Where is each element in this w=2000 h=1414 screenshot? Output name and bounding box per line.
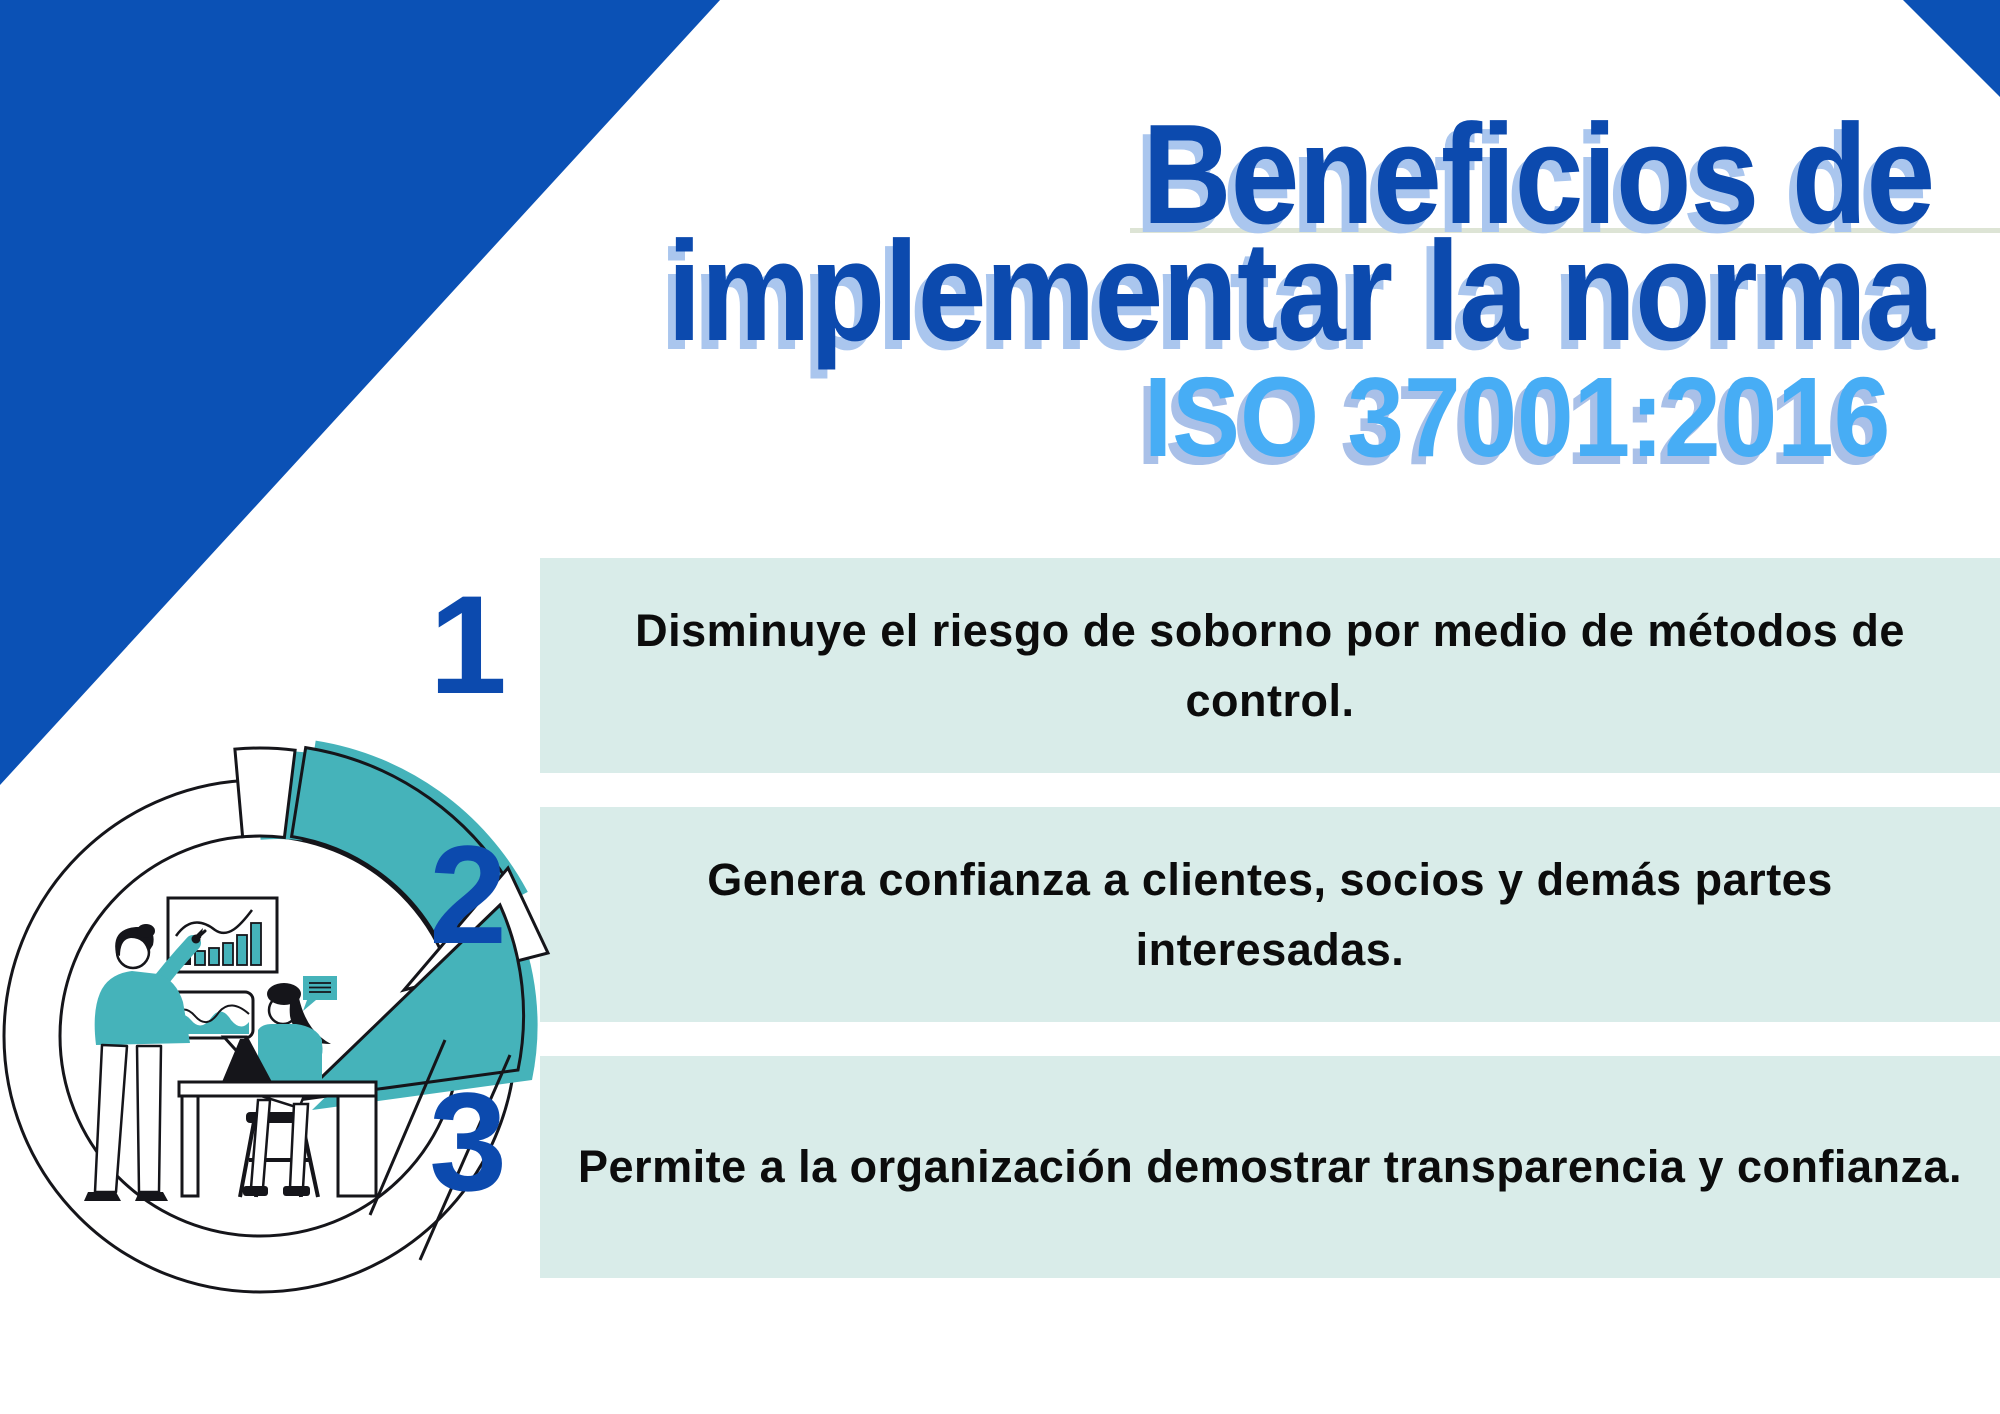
- benefit-text-2: Genera confianza a clientes, socios y demás partes interesadas.: [707, 853, 1833, 975]
- benefit-number-2: 2: [429, 816, 505, 973]
- benefit-card-2: [540, 807, 2000, 1022]
- corner-triangle-top-right: [1903, 0, 2000, 97]
- benefit-number-3: 3: [429, 1063, 505, 1220]
- benefit-number-1: 1: [429, 566, 505, 723]
- benefit-text-3: Permite a la organización demostrar transparencia y confianza.: [578, 1141, 1962, 1192]
- benefit-card-3: [540, 1056, 2000, 1278]
- chat-bubble-icon: [303, 976, 337, 1011]
- page-title-line-3: ISO 37001:2016: [1143, 354, 1890, 480]
- benefit-text-1: Disminuye el riesgo de soborno por medio de métodos de control.: [635, 604, 1905, 726]
- benefit-card-1: [540, 558, 2000, 773]
- page-title-line-2: implementar la norma: [667, 212, 1934, 371]
- page-title-line-1: Beneficios de: [1142, 95, 1934, 254]
